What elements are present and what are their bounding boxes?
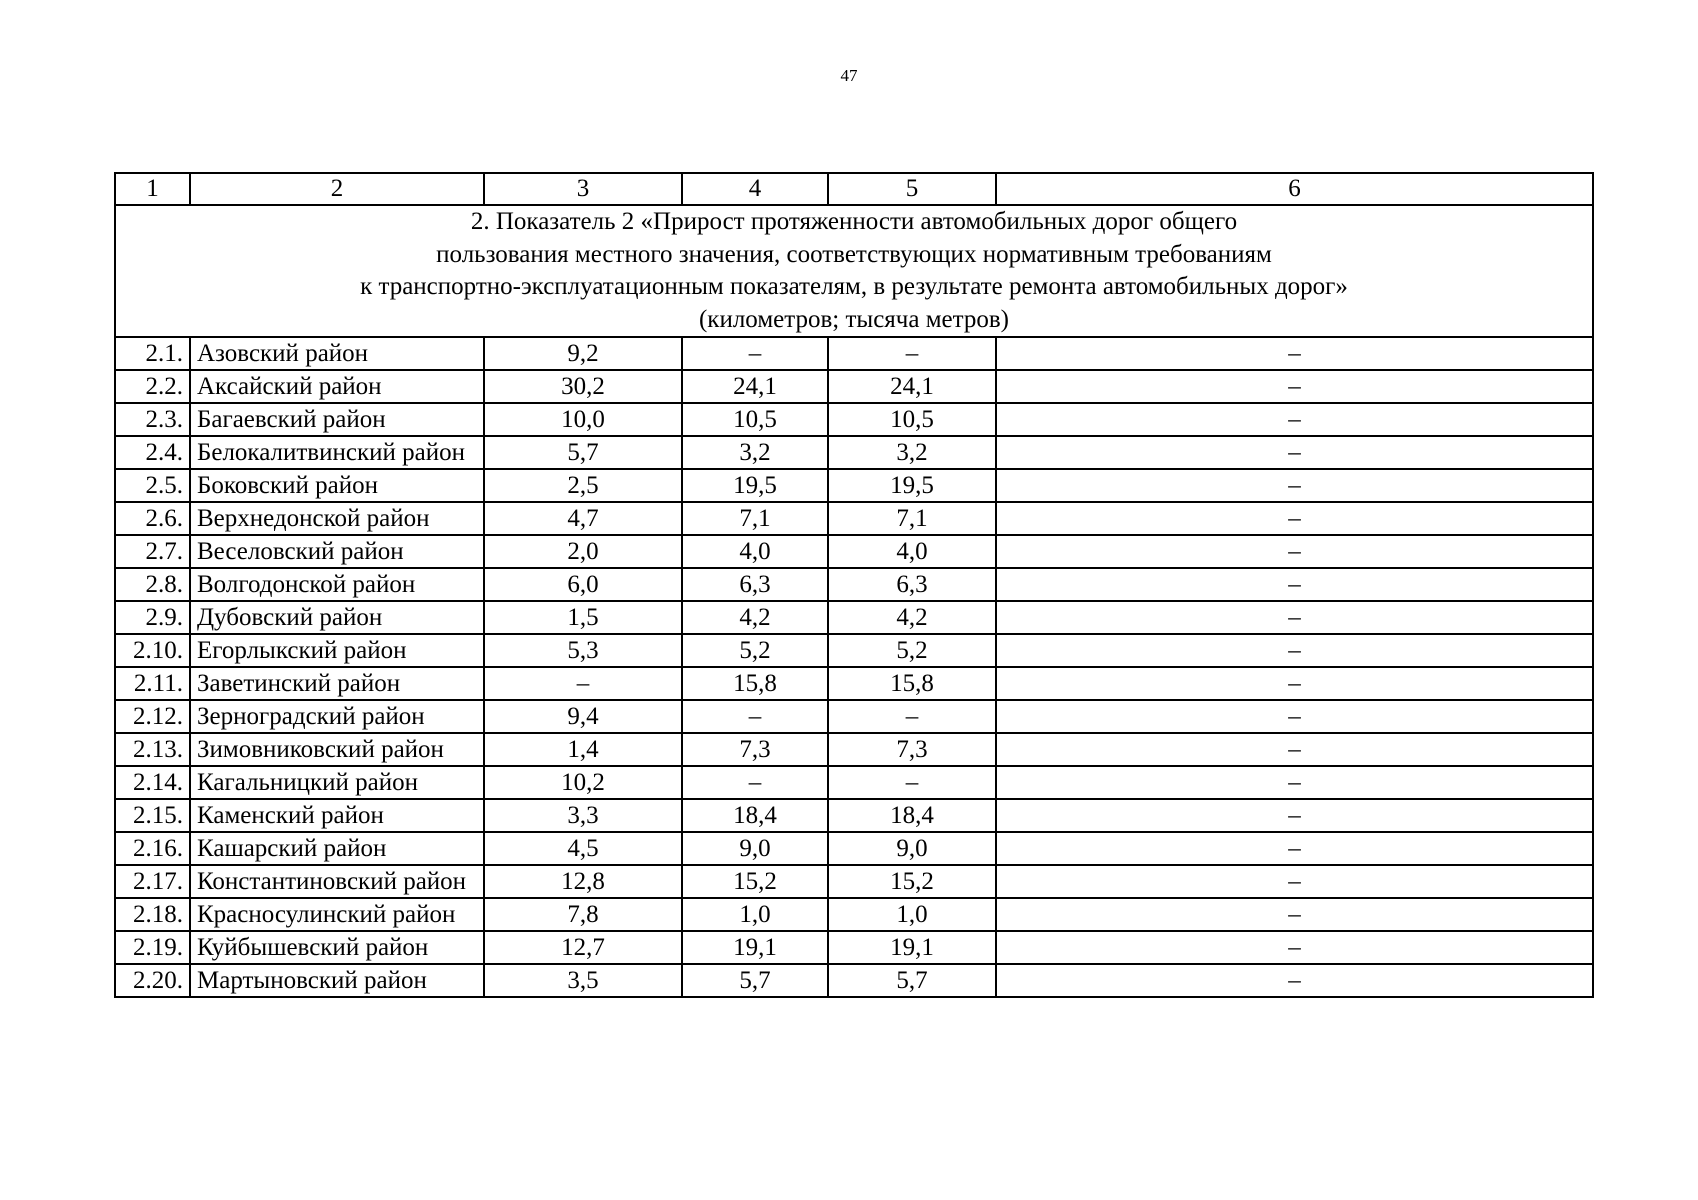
column-header: 5 (828, 173, 996, 205)
value-col3: – (484, 667, 682, 700)
value-col3: 6,0 (484, 568, 682, 601)
value-col4: 7,1 (682, 502, 828, 535)
value-col6: – (996, 535, 1593, 568)
row-number: 2.20. (115, 964, 190, 997)
value-col6: – (996, 766, 1593, 799)
value-col6: – (996, 370, 1593, 403)
value-col6: – (996, 865, 1593, 898)
value-col3: 12,7 (484, 931, 682, 964)
district-name: Багаевский район (190, 403, 484, 436)
table-row (115, 601, 1593, 634)
value-col4: 9,0 (682, 832, 828, 865)
value-col4: – (682, 700, 828, 733)
value-col3: 12,8 (484, 865, 682, 898)
column-header: 2 (190, 173, 484, 205)
table-row (115, 436, 1593, 469)
district-name: Константиновский район (190, 865, 484, 898)
district-name: Белокалитвинский район (190, 436, 484, 469)
indicator-table (114, 172, 1594, 998)
value-col3: 2,5 (484, 469, 682, 502)
value-col3: 4,7 (484, 502, 682, 535)
section-title (115, 205, 1593, 337)
value-col5: 18,4 (828, 799, 996, 832)
value-col6: – (996, 832, 1593, 865)
value-col4: – (682, 766, 828, 799)
table-row (115, 568, 1593, 601)
value-col3: 5,3 (484, 634, 682, 667)
value-col6: – (996, 733, 1593, 766)
value-col3: 3,5 (484, 964, 682, 997)
value-col3: 1,4 (484, 733, 682, 766)
row-number: 2.19. (115, 931, 190, 964)
value-col6: – (996, 601, 1593, 634)
table-row (115, 964, 1593, 997)
table-row (115, 700, 1593, 733)
value-col4: 7,3 (682, 733, 828, 766)
row-number: 2.3. (115, 403, 190, 436)
value-col5: 19,5 (828, 469, 996, 502)
table-row (115, 931, 1593, 964)
district-name: Аксайский район (190, 370, 484, 403)
table-row (115, 502, 1593, 535)
value-col5: 5,7 (828, 964, 996, 997)
section-header-row (115, 205, 1593, 337)
value-col5: – (828, 700, 996, 733)
table-row (115, 766, 1593, 799)
row-number: 2.15. (115, 799, 190, 832)
value-col5: 24,1 (828, 370, 996, 403)
value-col3: 5,7 (484, 436, 682, 469)
district-name: Заветинский район (190, 667, 484, 700)
table-row (115, 469, 1593, 502)
value-col4: 4,2 (682, 601, 828, 634)
row-number: 2.14. (115, 766, 190, 799)
value-col6: – (996, 568, 1593, 601)
value-col6: – (996, 403, 1593, 436)
value-col6: – (996, 700, 1593, 733)
value-col5: 19,1 (828, 931, 996, 964)
district-name: Зерноградский район (190, 700, 484, 733)
value-col3: 3,3 (484, 799, 682, 832)
value-col5: – (828, 766, 996, 799)
row-number: 2.1. (115, 337, 190, 370)
value-col3: 2,0 (484, 535, 682, 568)
district-name: Красносулинский район (190, 898, 484, 931)
table-row (115, 799, 1593, 832)
table-row (115, 535, 1593, 568)
row-number: 2.5. (115, 469, 190, 502)
district-name: Каменский район (190, 799, 484, 832)
value-col3: 1,5 (484, 601, 682, 634)
value-col4: 5,7 (682, 964, 828, 997)
row-number: 2.10. (115, 634, 190, 667)
value-col4: 19,1 (682, 931, 828, 964)
district-name: Верхнедонской район (190, 502, 484, 535)
row-number: 2.2. (115, 370, 190, 403)
column-header: 1 (115, 173, 190, 205)
row-number: 2.13. (115, 733, 190, 766)
value-col5: 7,1 (828, 502, 996, 535)
value-col4: 15,2 (682, 865, 828, 898)
table-row (115, 370, 1593, 403)
value-col5: 4,2 (828, 601, 996, 634)
value-col5: 15,8 (828, 667, 996, 700)
value-col5: 6,3 (828, 568, 996, 601)
row-number: 2.9. (115, 601, 190, 634)
column-number-row (115, 173, 1593, 205)
value-col3: 4,5 (484, 832, 682, 865)
value-col3: 9,2 (484, 337, 682, 370)
table-row (115, 733, 1593, 766)
row-number: 2.6. (115, 502, 190, 535)
table-row (115, 403, 1593, 436)
district-name: Мартыновский район (190, 964, 484, 997)
value-col6: – (996, 667, 1593, 700)
table-row (115, 832, 1593, 865)
value-col4: 19,5 (682, 469, 828, 502)
value-col4: 6,3 (682, 568, 828, 601)
value-col4: 24,1 (682, 370, 828, 403)
value-col5: 9,0 (828, 832, 996, 865)
page-number: 47 (840, 66, 858, 85)
value-col3: 30,2 (484, 370, 682, 403)
value-col5: 7,3 (828, 733, 996, 766)
value-col4: 3,2 (682, 436, 828, 469)
value-col4: 4,0 (682, 535, 828, 568)
value-col3: 10,2 (484, 766, 682, 799)
table-row (115, 898, 1593, 931)
value-col6: – (996, 469, 1593, 502)
row-number: 2.16. (115, 832, 190, 865)
district-name: Кагальницкий район (190, 766, 484, 799)
district-name: Веселовский район (190, 535, 484, 568)
value-col4: 1,0 (682, 898, 828, 931)
district-name: Кашарский район (190, 832, 484, 865)
value-col6: – (996, 436, 1593, 469)
value-col6: – (996, 964, 1593, 997)
value-col6: – (996, 799, 1593, 832)
value-col5: 5,2 (828, 634, 996, 667)
row-number: 2.7. (115, 535, 190, 568)
column-header: 3 (484, 173, 682, 205)
value-col4: 5,2 (682, 634, 828, 667)
table-row (115, 634, 1593, 667)
value-col5: – (828, 337, 996, 370)
value-col3: 9,4 (484, 700, 682, 733)
value-col5: 15,2 (828, 865, 996, 898)
value-col3: 10,0 (484, 403, 682, 436)
row-number: 2.17. (115, 865, 190, 898)
value-col6: – (996, 634, 1593, 667)
value-col5: 1,0 (828, 898, 996, 931)
value-col4: – (682, 337, 828, 370)
column-header: 6 (996, 173, 1593, 205)
row-number: 2.18. (115, 898, 190, 931)
district-name: Боковский район (190, 469, 484, 502)
district-name: Егорлыкский район (190, 634, 484, 667)
value-col5: 10,5 (828, 403, 996, 436)
value-col4: 15,8 (682, 667, 828, 700)
table-row (115, 667, 1593, 700)
section-title-line: к транспортно-эксплуатационным показателям, в результате ремонта автомобильных дорог» (360, 273, 1348, 300)
district-name: Волгодонской район (190, 568, 484, 601)
value-col6: – (996, 502, 1593, 535)
value-col6: – (996, 931, 1593, 964)
value-col4: 10,5 (682, 403, 828, 436)
section-title-line: пользования местного значения, соответствующих нормативным требованиям (436, 240, 1272, 268)
district-name: Зимовниковский район (190, 733, 484, 766)
column-header: 4 (682, 173, 828, 205)
row-number: 2.4. (115, 436, 190, 469)
value-col5: 4,0 (828, 535, 996, 568)
table-row (115, 337, 1593, 370)
row-number: 2.12. (115, 700, 190, 733)
section-units-line: (километров; тысяча метров) (698, 305, 1009, 333)
section-title-line: 2. Показатель 2 «Прирост протяженности автомобильных дорог общего (470, 208, 1238, 235)
value-col4: 18,4 (682, 799, 828, 832)
table-row (115, 865, 1593, 898)
row-number: 2.8. (115, 568, 190, 601)
value-col5: 3,2 (828, 436, 996, 469)
district-name: Дубовский район (190, 601, 484, 634)
row-number: 2.11. (115, 667, 190, 700)
district-name: Куйбышевский район (190, 931, 484, 964)
value-col3: 7,8 (484, 898, 682, 931)
district-name: Азовский район (190, 337, 484, 370)
value-col6: – (996, 898, 1593, 931)
value-col6: – (996, 337, 1593, 370)
